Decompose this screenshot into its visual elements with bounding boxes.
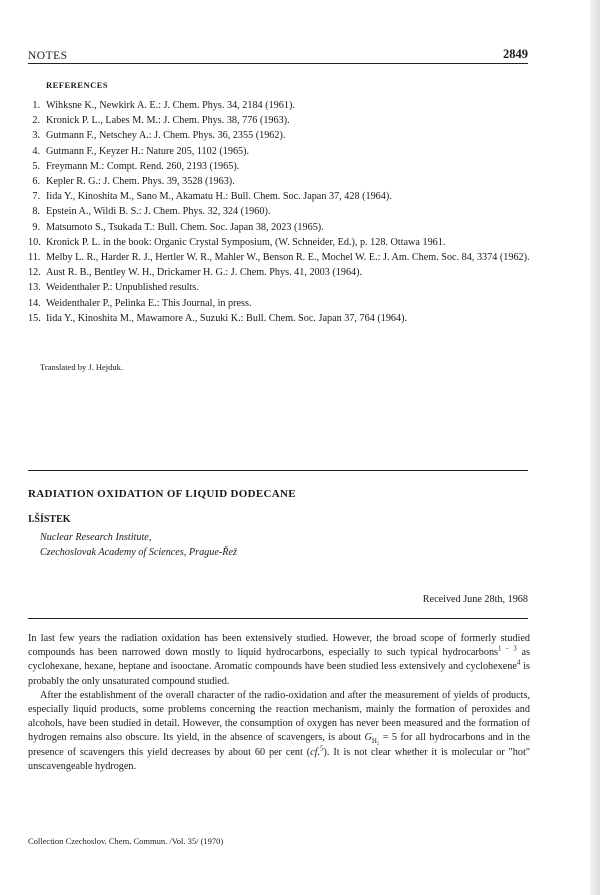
reference-item	[28, 128, 530, 143]
affiliation-academy: Czechoslovak Academy of Sciences, Prague-Řež	[40, 547, 237, 558]
reference-item	[28, 220, 530, 235]
author-affiliation	[40, 530, 237, 560]
reference-text: Freymann M.: Compt. Rend. 260, 2193 (1965).	[46, 160, 240, 172]
reference-item	[28, 311, 530, 326]
reference-item	[28, 189, 530, 204]
reference-text: Iida Y., Kinoshita M., Sano M., Akamatu H.: Bull. Chem. Soc. Japan 37, 428 (1964).	[46, 191, 392, 203]
scan-edge-shadow	[590, 0, 600, 895]
reference-text: Kronick P. L. in the book: Organic Crystal Symposium, (W. Schneider, Ed.), p. 128. Ottawa 1961.	[46, 236, 446, 248]
reference-item	[28, 144, 530, 159]
page-header	[28, 46, 528, 62]
reference-item	[28, 98, 530, 113]
reference-item	[28, 250, 530, 265]
reference-text: Wihksne K., Newkirk A. E.: J. Chem. Phys. 34, 2184 (1961).	[46, 100, 295, 111]
page-number: 2849	[503, 47, 528, 61]
translator-note: Translated by J. Hejduk.	[40, 362, 124, 372]
reference-item	[28, 113, 530, 128]
section-divider	[28, 470, 528, 471]
reference-number: 3.	[32, 130, 40, 142]
reference-text: Weidenthaler P.: Unpublished results.	[46, 282, 199, 294]
affiliation-institute: Nuclear Research Institute,	[40, 532, 152, 543]
reference-text: Kepler R. G.: J. Chem. Phys. 39, 3528 (1963).	[46, 176, 235, 188]
reference-number: 14.	[28, 297, 41, 309]
reference-text: Matsumoto S., Tsukada T.: Bull. Chem. Soc. Japan 38, 2023 (1965).	[46, 221, 324, 233]
journal-footer: Collection Czechoslov. Chem. Commun. /Vol. 35/ (1970)	[28, 836, 224, 846]
reference-item	[28, 204, 530, 219]
reference-item	[28, 280, 530, 295]
paragraph-1: In last few years the radiation oxidation has been extensively studied. However, the broad scope of formerly studied compounds has been narrowed down mostly to liquid hydrocarbons, especially to such typical hydrocarbons$^{1 - 3}$ as cyclohexane, hexane, heptane and isooctane. Aromatic compounds have been studied less extensively and cyclohexene$^4$ is probably the only unsaturated compound studied.	[28, 633, 530, 687]
reference-text: Gutmann F., Netschey A.: J. Chem. Phys. 36, 2355 (1962).	[46, 130, 286, 142]
received-date: Received June 28th, 1968	[422, 594, 528, 605]
reference-number: 11.	[28, 252, 41, 264]
reference-number: 5.	[32, 160, 40, 172]
reference-text: Weidenthaler P., Pelinka E.: This Journal, in press.	[46, 297, 252, 309]
reference-item	[28, 235, 530, 250]
reference-number: 9.	[32, 221, 40, 233]
reference-item	[28, 159, 530, 174]
reference-item	[28, 296, 530, 311]
reference-item	[28, 265, 530, 280]
article-title: RADIATION OXIDATION OF LIQUID DODECANE	[28, 488, 296, 500]
reference-number: 7.	[32, 191, 40, 203]
reference-item	[28, 174, 530, 189]
section-label: NOTES	[28, 50, 68, 62]
reference-number: 2.	[32, 115, 40, 127]
reference-text: Kronick P. L., Labes M. M.: J. Chem. Phys. 38, 776 (1963).	[46, 115, 290, 127]
reference-text: Gutmann F., Keyzer H.: Nature 205, 1102 (1965).	[46, 145, 250, 157]
reference-number: 1.	[32, 100, 40, 111]
reference-text: Iida Y., Kinoshita M., Mawamore A., Suzuki K.: Bull. Chem. Soc. Japan 37, 764 (1964).	[46, 312, 408, 324]
reference-number: 6.	[32, 176, 40, 188]
received-rule	[28, 618, 528, 619]
reference-number: 15.	[28, 312, 41, 324]
paragraph-2: After the establishment of the overall character of the radio-oxidation and after the measurement of yields of products, especially liquid products, some problems concerning the reaction mechanism, mainly the formation of peroxides and alcohols, have been studied in detail. However, the consumption of oxygen has never been measured and the formation of hydrogen remains also obscure. Its yield, in the absence of scavengers, is about $G_{H_2} = 5$ for all hydrocarbons and in the presence of scavengers this yield decreases by about 60 per cent (cf.$^5$). It is not clear whether it is molecular or "hot" unscavengeable hydrogen.	[28, 689, 530, 772]
references-list	[28, 98, 530, 326]
reference-number: 12.	[28, 267, 41, 279]
header-rule	[28, 63, 528, 64]
article-author: I.ŠÍSTEK	[28, 514, 71, 525]
reference-number: 4.	[32, 145, 40, 157]
references-heading: REFERENCES	[46, 80, 109, 90]
reference-text: Melby L. R., Harder R. J., Hertler W. R., Mahler W., Benson R. E., Mochel W. E.: J. Am. Chem. Soc. 84, 3374 (1962).	[46, 252, 530, 264]
article-body	[28, 632, 530, 774]
reference-text: Aust R. B., Bentley W. H., Drickamer H. G.: J. Chem. Phys. 41, 2003 (1964).	[46, 267, 363, 279]
reference-number: 13.	[28, 282, 41, 294]
reference-number: 10.	[28, 236, 41, 248]
reference-number: 8.	[32, 206, 40, 218]
reference-text: Epstein A., Wildi B. S.: J. Chem. Phys. 32, 324 (1960).	[46, 206, 271, 218]
